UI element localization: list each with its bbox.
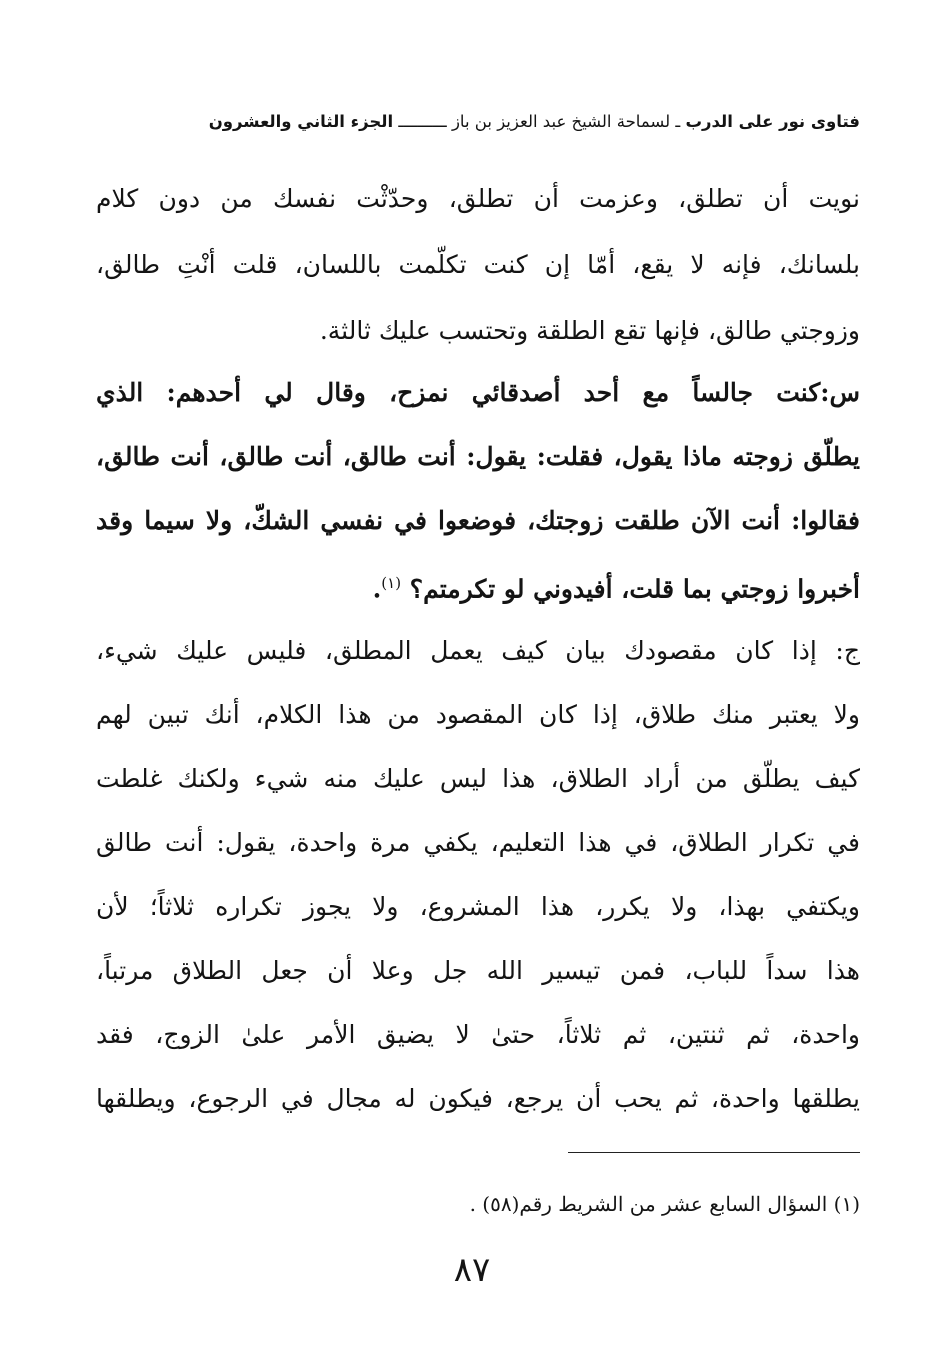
answer-line: ويكتفي بهذا، ولا يكرر، هذا المشروع، ولا يجوز تكراره ثلاثاً؛ لأن xyxy=(96,892,860,921)
answer-line: هذا سداً للباب، فمن تيسير الله جل وعلا أن جعل الطلاق مرتباً، xyxy=(96,956,860,985)
body-line: بلسانك، فإنه لا يقع، أمّا إن كنت تكلّمت باللسان، قلت أنْتِ طالق، xyxy=(96,250,860,279)
footnote-divider xyxy=(568,1152,860,1153)
question-line-last xyxy=(96,550,860,616)
header-book-title: فتاوى نور على الدرب xyxy=(685,112,860,131)
footnote-reference: (١) xyxy=(381,574,402,592)
question-line: يطلّق زوجته ماذا يقول، فقلت: يقول: أنت طالق، أنت طالق، أنت طالق، xyxy=(96,442,860,471)
answer-line: ج: إذا كان مقصودك بيان كيف يعمل المطلق، فليس عليك شيء، xyxy=(96,636,860,665)
page-number: ٨٧ xyxy=(453,1250,491,1290)
question-line: فقالوا: أنت الآن طلقت زوجتك، فوضعوا في نفسي الشكّ، ولا سيما وقد xyxy=(96,506,860,535)
header-author: ـ لسماحة الشيخ عبد العزيز بن باز ــــــــــ xyxy=(398,112,681,131)
body-line: نويت أن تطلق، وعزمت أن تطلق، وحدّثْت نفسك من دون كلام xyxy=(96,184,860,213)
question-text: أخبروا زوجتي بما قلت، أفيدوني لو تكرمتم؟ xyxy=(409,574,860,604)
body-line: وزوجتي طالق، فإنها تقع الطلقة وتحتسب عليك ثالثة. xyxy=(319,316,860,345)
answer-line: يطلقها واحدة، ثم يحب أن يرجع، فيكون له مجال في الرجوع، ويطلقها xyxy=(96,1084,860,1113)
answer-line: في تكرار الطلاق، في هذا التعليم، يكفي مرة واحدة، يقول: أنت طالق xyxy=(96,828,860,857)
footnote: (١) السؤال السابع عشر من الشريط رقم(٥٨) . xyxy=(469,1192,860,1216)
answer-line: كيف يطلّق من أراد الطلاق، هذا ليس عليك منه شيء ولكنك غلطت xyxy=(96,764,860,793)
answer-line: واحدة، ثم ثنتين، ثم ثلاثاً، حتىٰ لا يضيق الأمر علىٰ الزوج، فقد xyxy=(96,1020,860,1049)
question-line: س:كنت جالساً مع أحد أصدقائي نمزح، وقال لي أحدهم: الذي xyxy=(96,378,860,407)
footnote-reference-tail: . xyxy=(372,574,382,604)
header-part: الجزء الثاني والعشرون xyxy=(208,112,394,131)
answer-line: ولا يعتبر منك طلاق، إذا كان المقصود من هذا الكلام، أنك تبين لهم xyxy=(96,700,860,729)
running-header xyxy=(96,104,860,140)
